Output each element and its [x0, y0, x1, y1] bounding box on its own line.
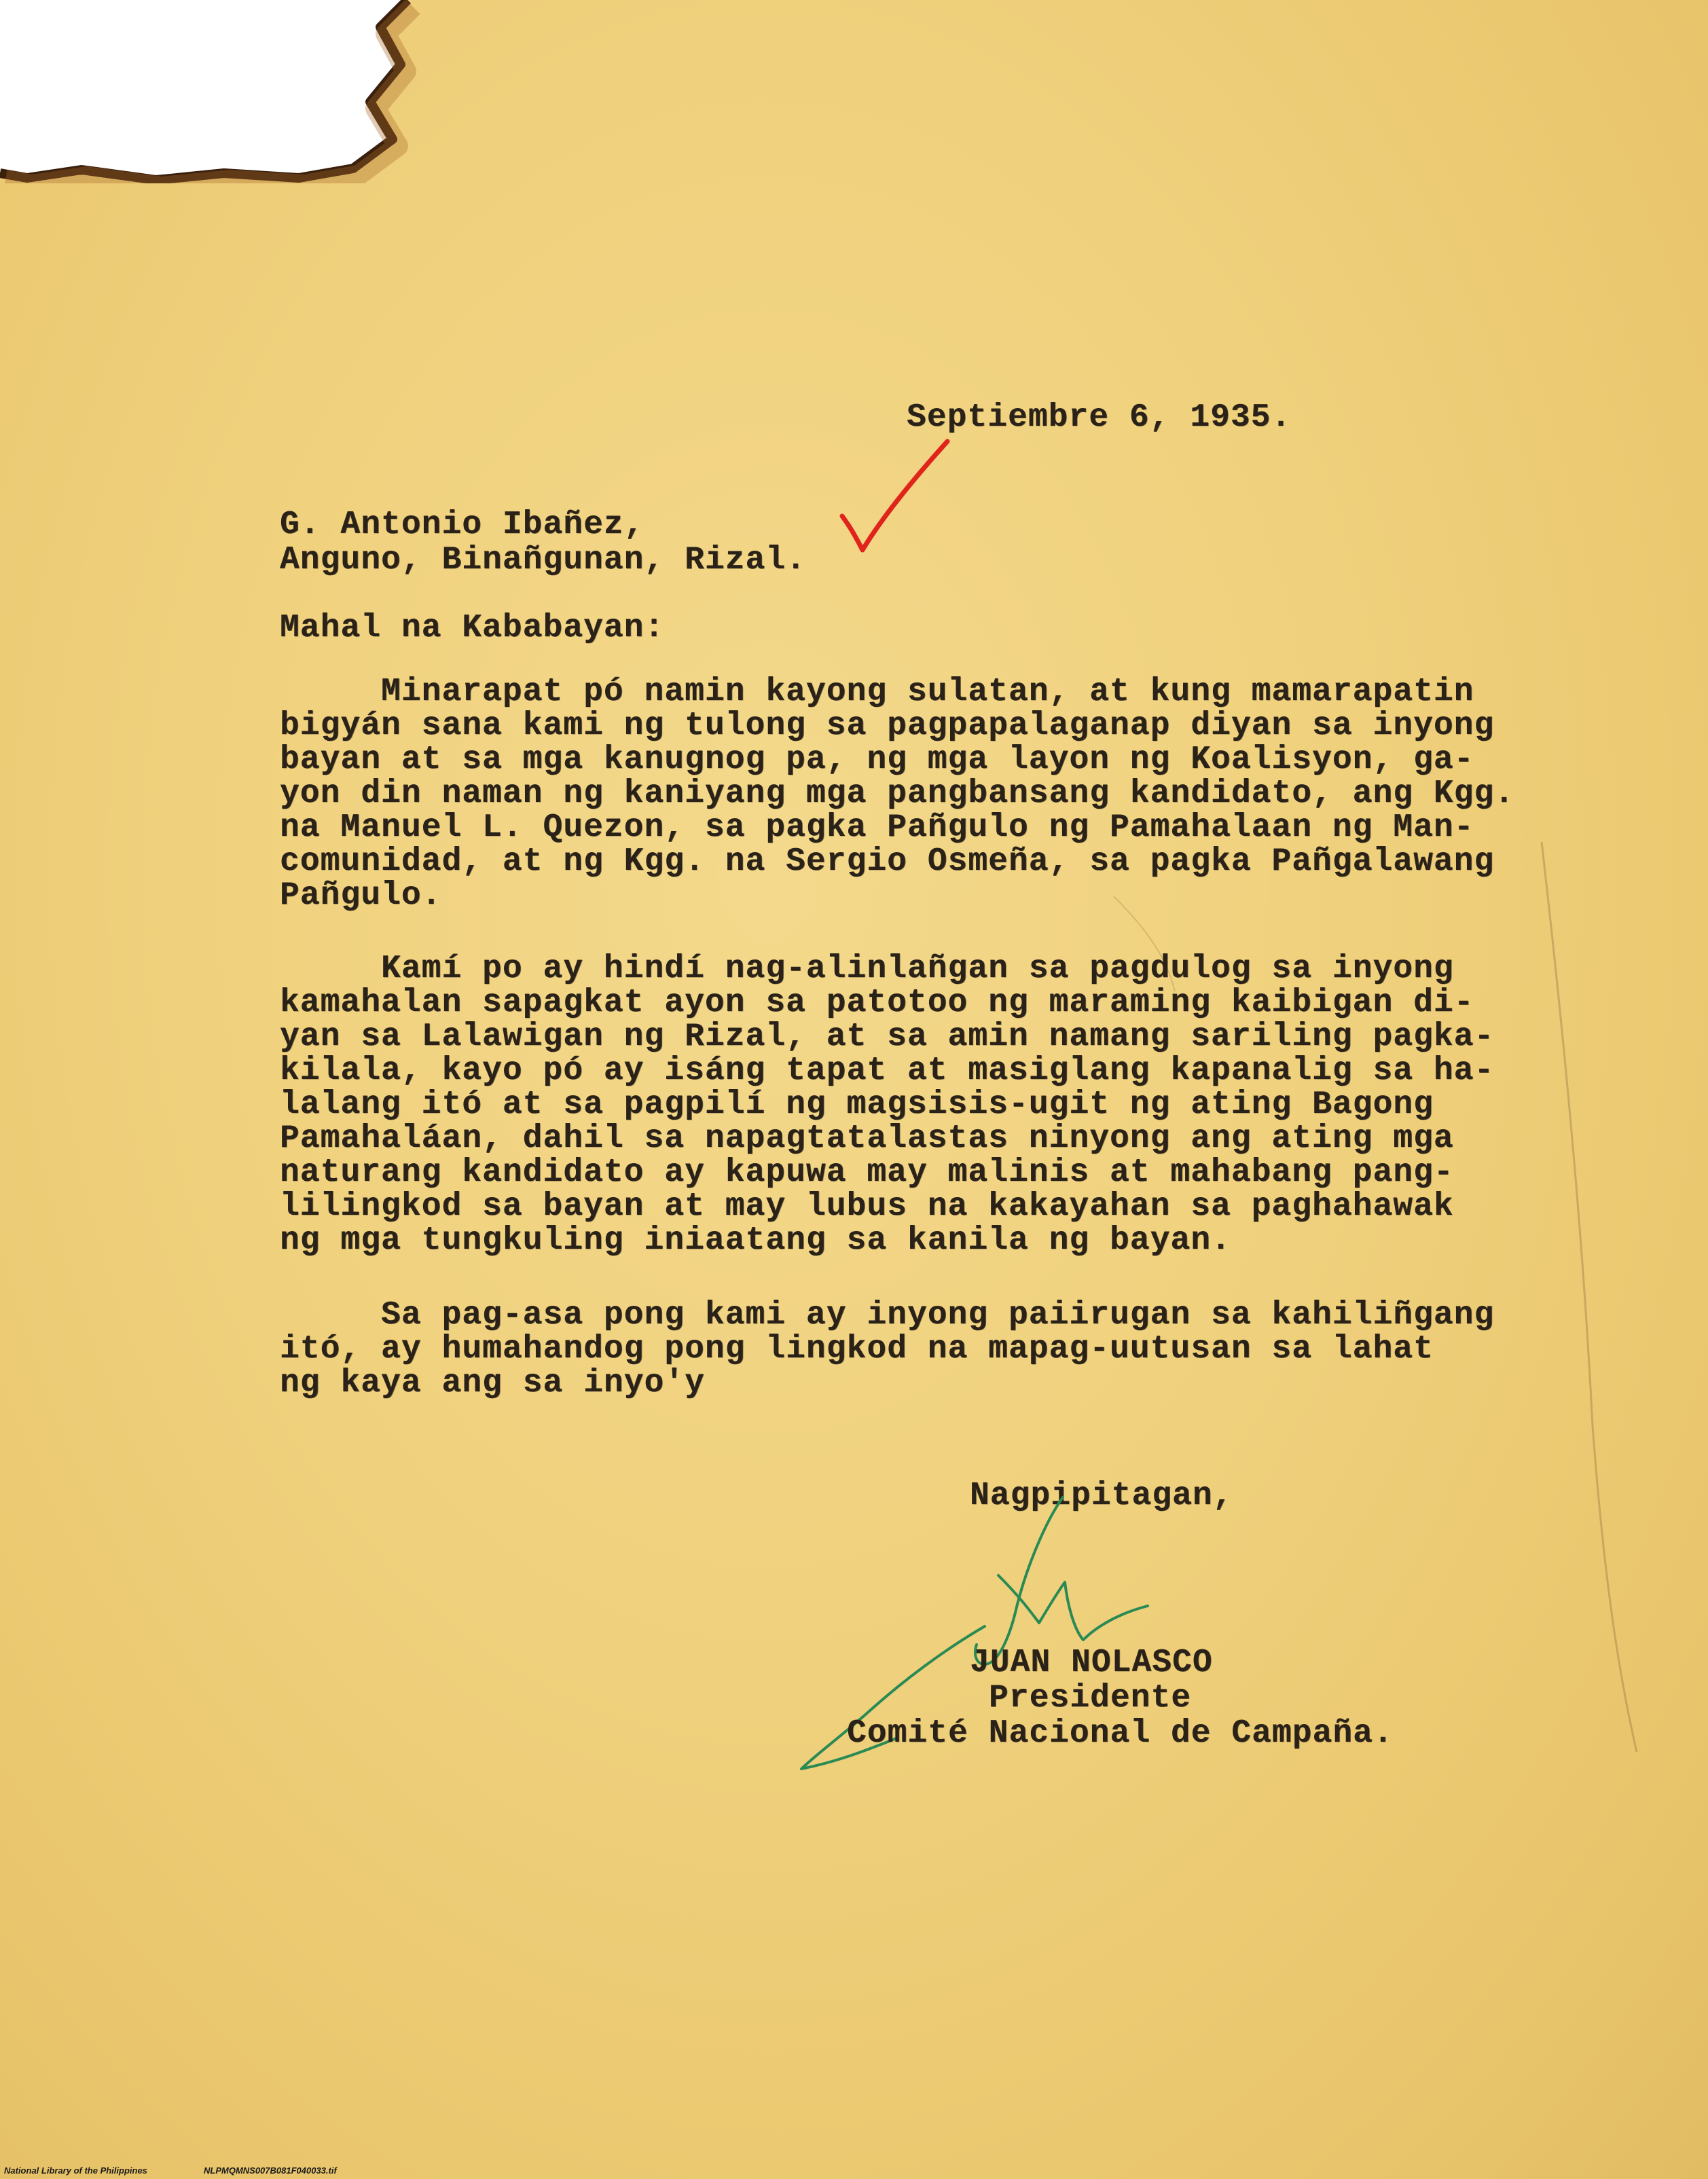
closing: Nagpipitagan,: [970, 1478, 1233, 1514]
text-line: Pañgulo.: [280, 877, 442, 914]
text-line: Minarapat pó namin kayong sulatan, at kung mamarapatin: [280, 674, 1474, 710]
text-line: kilala, kayo pó ay isáng tapat at masiglang kapanalig sa ha-: [280, 1052, 1495, 1089]
body-paragraph-2: [280, 952, 1570, 1258]
body-paragraph-3: [280, 1298, 1570, 1400]
text-line: Kamí po ay hindí nag-alinlañgan sa pagdulog sa inyong: [280, 951, 1454, 987]
signatory-name: JUAN NOLASCO: [970, 1645, 1213, 1681]
recipient-address: Anguno, Binañgunan, Rizal.: [280, 542, 806, 579]
text-line: Pamahaláan, dahil sa napagtatalastas ninyong ang ating mga: [280, 1120, 1454, 1157]
archive-footer: [0, 2162, 1708, 2179]
text-line: bigyán sana kami ng tulong sa pagpapalaganap diyan sa inyong: [280, 708, 1495, 744]
text-line: bayan at sa mga kanugnog pa, ng mga layon ng Koalisyon, ga-: [280, 741, 1474, 778]
text-line: Sa pag-asa pong kami ay inyong paiirugan sa kahiliñgang: [280, 1297, 1495, 1334]
text-line: itó, ay humahandog pong lingkod na mapag-uutusan sa lahat: [280, 1331, 1434, 1368]
text-line: ng mga tungkuling iniaatang sa kanila ng bayan.: [280, 1222, 1231, 1259]
text-line: naturang kandidato ay kapuwa may malinis at mahabang pang-: [280, 1154, 1454, 1191]
signatory-title: Presidente: [989, 1680, 1192, 1717]
text-line: lilingkod sa bayan at may lubus na kakayahan sa paghahawak: [280, 1188, 1454, 1225]
signatory-organization: Comité Nacional de Campaña.: [847, 1715, 1394, 1752]
text-line: ng kaya ang sa inyo'y: [280, 1365, 705, 1402]
recipient-name: G. Antonio Ibañez,: [280, 507, 644, 543]
body-paragraph-1: [280, 675, 1570, 913]
salutation: Mahal na Kababayan:: [280, 610, 665, 646]
text-line: comunidad, at ng Kgg. na Sergio Osmeña, sa pagka Pañgalawang: [280, 843, 1495, 880]
file-name: NLPMQMNS007B081F040033.tif: [204, 2165, 337, 2176]
red-check-mark: [815, 435, 951, 557]
text-line: lalang itó at sa pagpilí ng magsisis-ugit ng ating Bagong: [280, 1086, 1434, 1123]
library-credit: National Library of the Philippines: [4, 2165, 147, 2176]
text-line: na Manuel L. Quezon, sa pagka Pañgulo ng Pamahalaan ng Man-: [280, 809, 1474, 846]
text-line: yon din naman ng kaniyang mga pangbansang kandidato, ang Kgg.: [280, 775, 1515, 812]
text-line: kamahalan sapagkat ayon sa patotoo ng maraming kaibigan di-: [280, 985, 1474, 1021]
letter-date: Septiembre 6, 1935.: [907, 399, 1292, 436]
text-line: yan sa Lalawigan ng Rizal, at sa amin namang sariling pagka-: [280, 1019, 1495, 1055]
